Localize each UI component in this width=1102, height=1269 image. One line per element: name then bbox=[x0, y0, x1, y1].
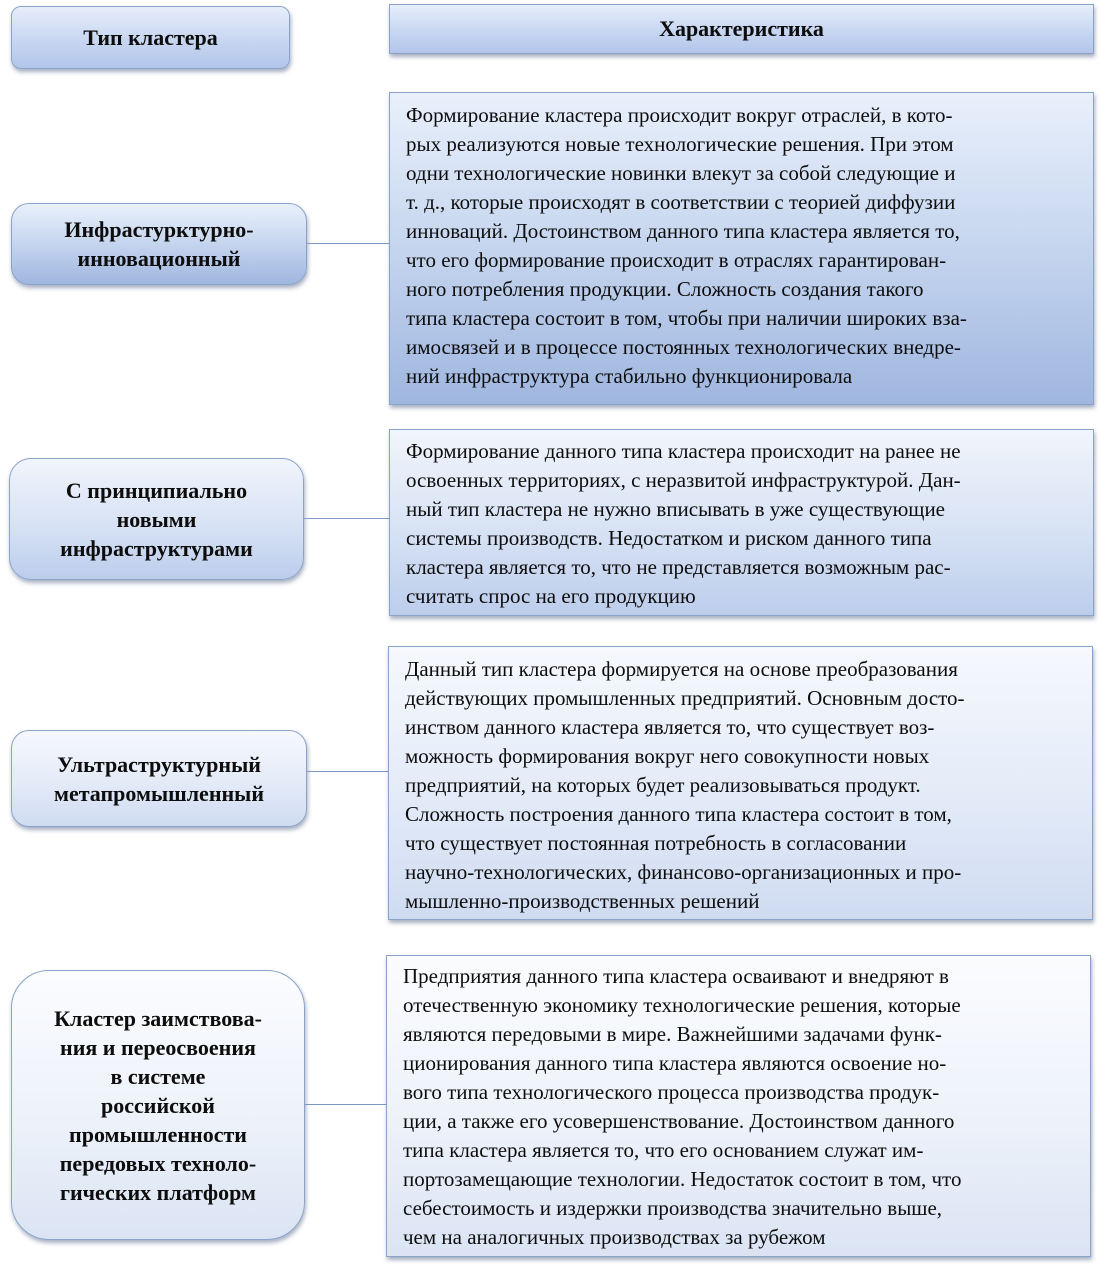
description-line: инством данного кластера является то, что существует воз- bbox=[405, 715, 935, 739]
cluster-type-line: промышленности bbox=[69, 1121, 247, 1147]
cluster-type-box bbox=[11, 203, 307, 285]
cluster-type-line: гических платформ bbox=[59, 1179, 257, 1205]
connector-line bbox=[307, 771, 388, 772]
description-line: являются передовыми в мире. Важнейшими задачами функ- bbox=[403, 1022, 942, 1046]
cluster-description-box bbox=[388, 646, 1093, 920]
description-line: научно-технологических, финансово-организационных и про- bbox=[405, 860, 962, 884]
header-characteristic-box bbox=[389, 4, 1094, 54]
description-line: Формирование кластера происходит вокруг отраслей, в кото- bbox=[406, 103, 953, 127]
cluster-type-line: передовых техноло- bbox=[59, 1150, 257, 1176]
cluster-type-line: инновационный bbox=[77, 246, 241, 271]
connector-line bbox=[307, 243, 389, 244]
description-line: Данный тип кластера формируется на основе преобразования bbox=[405, 657, 958, 681]
description-line: рых реализуются новые технологические решения. При этом bbox=[406, 132, 954, 156]
cluster-type-box bbox=[9, 458, 304, 580]
description-line: ции, а также его усовершенствование. Достоинством данного bbox=[403, 1109, 955, 1133]
description-line: кластера является то, что не представляется возможным рас- bbox=[406, 555, 951, 579]
description-line: себестоимость и издержки производства значительно выше, bbox=[403, 1196, 943, 1220]
cluster-type-line: в системе bbox=[110, 1063, 206, 1089]
description-line: действующих промышленных предприятий. Основным досто- bbox=[405, 686, 965, 710]
description-line: Сложность построения данного типа кластера состоит в том, bbox=[405, 802, 952, 826]
description-line: одни технологические новинки влекут за собой следующие и bbox=[406, 161, 956, 185]
description-line: т. д., которые происходят в соответствии с теорией диффузии bbox=[406, 190, 956, 214]
description-line: Формирование данного типа кластера происходит на ранее не bbox=[406, 439, 961, 463]
description-line: вого типа технологического процесса производства продук- bbox=[403, 1080, 940, 1104]
cluster-type-line: Ультраструктурный bbox=[57, 751, 261, 777]
description-line: имосвязей и в процессе постоянных технологических внедре- bbox=[406, 335, 961, 359]
description-line: системы производств. Недостатком и риском данного типа bbox=[406, 526, 932, 550]
cluster-description-box bbox=[386, 955, 1091, 1257]
cluster-type-line: ния и переосвоения bbox=[60, 1034, 256, 1060]
description-line: предприятий, на которых будет реализовываться продукт. bbox=[405, 773, 921, 797]
description-line: отечественную экономику технологические решения, которые bbox=[403, 993, 961, 1017]
connector-line bbox=[305, 1104, 386, 1105]
description-line: чем на аналогичных производствах за рубежом bbox=[403, 1225, 826, 1249]
description-line: можность формирования вокруг него совокупности новых bbox=[405, 744, 930, 768]
cluster-type-box bbox=[11, 730, 307, 827]
cluster-type-box bbox=[11, 970, 305, 1240]
description-line: мышленно-производственных решений bbox=[405, 889, 760, 913]
description-line: инноваций. Достоинством данного типа кластера является то, bbox=[406, 219, 960, 243]
description-line: ный тип кластера не нужно вписывать в уже существующие bbox=[406, 497, 946, 521]
description-line: Предприятия данного типа кластера осваивают и внедряют в bbox=[403, 964, 949, 988]
cluster-type-label bbox=[54, 750, 264, 808]
cluster-type-line: метапромышленный bbox=[53, 780, 265, 806]
cluster-description-box bbox=[389, 429, 1094, 616]
cluster-type-line: Кластер заимствова- bbox=[54, 1005, 262, 1031]
description-line: ционирования данного типа кластера являются освоение но- bbox=[403, 1051, 947, 1075]
cluster-type-label bbox=[54, 1004, 262, 1207]
description-line: ного потребления продукции. Сложность создания такого bbox=[406, 277, 924, 301]
description-line: ний инфраструктура стабильно функционировала bbox=[406, 364, 853, 388]
description-line: типа кластера состоит в том, чтобы при наличии широких вза- bbox=[406, 306, 967, 330]
header-characteristic-label: Характеристика bbox=[659, 16, 824, 41]
description-line: типа кластера является то, что его основанием служат им- bbox=[403, 1138, 924, 1162]
cluster-type-label bbox=[64, 215, 253, 273]
cluster-type-line: российской bbox=[101, 1092, 215, 1118]
cluster-type-line: С принципиально bbox=[65, 477, 248, 503]
cluster-type-line: новыми bbox=[116, 506, 197, 532]
header-type-label: Тип кластера bbox=[83, 24, 218, 50]
connector-line bbox=[304, 518, 389, 519]
description-line: освоенных территориях, с неразвитой инфраструктурой. Дан- bbox=[406, 468, 961, 492]
cluster-type-line: Инфрастурктурно- bbox=[64, 217, 254, 242]
cluster-type-label bbox=[60, 476, 253, 563]
description-line: портозамещающие технологии. Недостаток состоит в том, что bbox=[403, 1167, 962, 1191]
header-type-box bbox=[11, 6, 290, 69]
cluster-description-box bbox=[389, 92, 1094, 405]
description-line: что его формирование происходит в отраслях гарантирован- bbox=[406, 248, 947, 272]
description-line: что существует постоянная потребность в согласовании bbox=[405, 831, 907, 855]
description-line: считать спрос на его продукцию bbox=[406, 584, 696, 608]
cluster-type-line: инфраструктурами bbox=[60, 535, 253, 561]
